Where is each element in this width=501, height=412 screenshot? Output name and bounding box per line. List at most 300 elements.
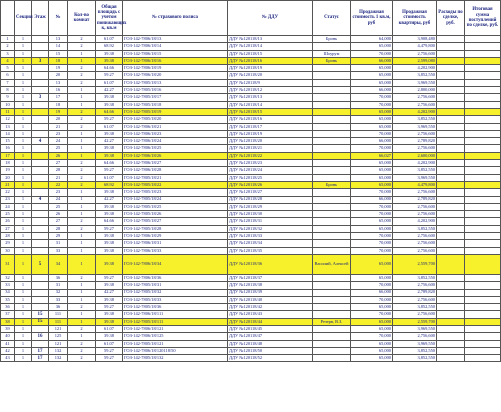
table-row[interactable] <box>1 311 501 318</box>
price-m2-cell[interactable]: 66,000 <box>351 87 393 94</box>
price-m2-cell[interactable]: 70,000 <box>351 130 393 137</box>
ddu-cell[interactable]: ДДУ №120118/28 <box>228 196 313 203</box>
total-cell[interactable] <box>465 189 501 196</box>
costs-cell[interactable] <box>437 79 465 86</box>
rooms-cell[interactable]: 2 <box>68 218 96 225</box>
area-cell[interactable]: 61.07 <box>96 79 123 86</box>
row-number[interactable]: 19 <box>1 167 15 174</box>
floor-cell[interactable] <box>32 50 49 57</box>
price-apt-cell[interactable]: 2,756,600 <box>393 311 437 318</box>
area-cell[interactable]: 42.27 <box>96 87 123 94</box>
section-cell[interactable]: 1 <box>15 225 32 232</box>
ddu-cell[interactable]: ДДУ №120118/19 <box>228 65 313 72</box>
total-cell[interactable] <box>465 296 501 303</box>
price-apt-cell[interactable]: 2,756,600 <box>393 203 437 210</box>
policy-cell[interactable]: ГОЗ-142-7806/18/31 <box>123 240 228 247</box>
price-m2-cell[interactable]: 70,000 <box>351 296 393 303</box>
total-cell[interactable] <box>465 325 501 332</box>
area-cell[interactable]: 39.38 <box>96 145 123 152</box>
policy-cell[interactable]: ГОЗ-142-7806/18/15 <box>123 50 228 57</box>
table-row[interactable] <box>1 145 501 152</box>
area-cell[interactable]: 42.27 <box>96 138 123 145</box>
ddu-cell[interactable]: ДДУ №120118/44 <box>228 318 313 325</box>
row-number[interactable]: 32 <box>1 274 15 281</box>
floor-cell[interactable]: 4 <box>32 196 49 203</box>
policy-cell[interactable]: ГОЗ-142-7806/18/13 <box>123 36 228 43</box>
rooms-cell[interactable]: 2 <box>68 43 96 50</box>
price-m2-cell[interactable]: 70,000 <box>351 333 393 340</box>
area-cell[interactable]: 59.27 <box>96 355 123 362</box>
price-apt-cell[interactable]: 2,756,600 <box>393 282 437 289</box>
costs-cell[interactable] <box>437 311 465 318</box>
table-row[interactable] <box>1 79 501 86</box>
table-row[interactable] <box>1 333 501 340</box>
floor-cell[interactable]: 3 <box>32 94 49 101</box>
section-cell[interactable]: 1 <box>15 101 32 108</box>
table-row[interactable] <box>1 43 501 50</box>
total-cell[interactable] <box>465 304 501 311</box>
rooms-cell[interactable]: 2 <box>68 65 96 72</box>
total-cell[interactable] <box>465 347 501 354</box>
costs-cell[interactable] <box>437 233 465 240</box>
area-cell[interactable]: 68.92 <box>96 181 123 188</box>
total-cell[interactable] <box>465 72 501 79</box>
total-cell[interactable] <box>465 123 501 130</box>
total-cell[interactable] <box>465 289 501 296</box>
table-row[interactable] <box>1 87 501 94</box>
area-cell[interactable]: 39.38 <box>96 254 123 274</box>
row-number[interactable]: 39 <box>1 325 15 332</box>
price-m2-cell[interactable]: 65,000 <box>351 174 393 181</box>
price-m2-cell[interactable]: 70,000 <box>351 211 393 218</box>
policy-cell[interactable]: ГОЗ-142-7806/18/19 <box>123 65 228 72</box>
section-cell[interactable]: 1 <box>15 57 32 64</box>
row-number[interactable]: 14 <box>1 130 15 137</box>
ddu-cell[interactable]: ДДУ №120118/47 <box>228 333 313 340</box>
section-cell[interactable]: 1 <box>15 65 32 72</box>
section-cell[interactable]: 1 <box>15 254 32 274</box>
status-cell[interactable] <box>313 87 351 94</box>
price-m2-cell[interactable]: 65,000 <box>351 181 393 188</box>
ddu-cell[interactable]: ДДУ №120118/12 <box>228 87 313 94</box>
status-cell[interactable] <box>313 167 351 174</box>
ddu-cell[interactable]: ДДУ №120118/33 <box>228 233 313 240</box>
section-cell[interactable]: 1 <box>15 233 32 240</box>
section-cell[interactable]: 1 <box>15 152 32 159</box>
row-number[interactable]: 8 <box>1 87 15 94</box>
apartment-cell[interactable]: 36 <box>49 274 68 281</box>
status-cell[interactable] <box>313 211 351 218</box>
apartment-cell[interactable]: 20 <box>49 72 68 79</box>
policy-cell[interactable]: ГОЗ-142-7805/18/132 <box>123 355 228 362</box>
floor-cell[interactable]: 15 <box>32 318 49 325</box>
ddu-cell[interactable]: ДДУ №120118/43 <box>228 311 313 318</box>
section-cell[interactable]: 1 <box>15 247 32 254</box>
price-apt-cell[interactable]: 2,599,080 <box>393 57 437 64</box>
section-cell[interactable]: 1 <box>15 123 32 130</box>
policy-cell[interactable]: ГОЗ-142-7806/18/111 <box>123 311 228 318</box>
rooms-cell[interactable]: 1 <box>68 50 96 57</box>
price-m2-cell[interactable]: 66,027 <box>351 152 393 159</box>
policy-cell[interactable]: ГОЗ-142-7806/18/25 <box>123 145 228 152</box>
price-m2-cell[interactable]: 66,000 <box>351 196 393 203</box>
apartment-cell[interactable]: 21 <box>49 174 68 181</box>
ddu-cell[interactable]: ДДУ №120118/40 <box>228 296 313 303</box>
price-apt-cell[interactable]: 2,559,700 <box>393 254 437 274</box>
apartment-cell[interactable]: 23 <box>49 189 68 196</box>
section-cell[interactable]: 1 <box>15 289 32 296</box>
floor-cell[interactable] <box>32 247 49 254</box>
status-cell[interactable]: Бронь <box>313 36 351 43</box>
costs-cell[interactable] <box>437 296 465 303</box>
area-cell[interactable]: 39.38 <box>96 94 123 101</box>
apartment-cell[interactable]: 21 <box>49 123 68 130</box>
policy-cell[interactable]: ГОЗ-142-7805/18/31 <box>123 282 228 289</box>
costs-cell[interactable] <box>437 225 465 232</box>
row-number[interactable]: 34 <box>1 289 15 296</box>
rooms-cell[interactable]: 2 <box>68 36 96 43</box>
costs-cell[interactable] <box>437 57 465 64</box>
ddu-cell[interactable]: ДДУ №120118/42 <box>228 304 313 311</box>
area-cell[interactable]: 39.38 <box>96 152 123 159</box>
costs-cell[interactable] <box>437 138 465 145</box>
ddu-cell[interactable]: ДДУ №120118/48 <box>228 340 313 347</box>
price-apt-cell[interactable]: 2,756,600 <box>393 130 437 137</box>
price-apt-cell[interactable]: 4,202,900 <box>393 108 437 115</box>
price-apt-cell[interactable]: 3,852,550 <box>393 167 437 174</box>
rooms-cell[interactable]: 1 <box>68 196 96 203</box>
price-m2-cell[interactable]: 64,000 <box>351 36 393 43</box>
table-row[interactable] <box>1 152 501 159</box>
price-apt-cell[interactable]: 2,789,820 <box>393 289 437 296</box>
row-number[interactable]: 13 <box>1 123 15 130</box>
floor-cell[interactable] <box>32 240 49 247</box>
status-cell[interactable] <box>313 340 351 347</box>
policy-cell[interactable]: ГОЗ-142-7805/18/17 <box>123 94 228 101</box>
area-cell[interactable]: 59.27 <box>96 304 123 311</box>
table-row[interactable] <box>1 130 501 137</box>
floor-cell[interactable] <box>32 282 49 289</box>
apartment-cell[interactable]: 24 <box>49 196 68 203</box>
section-cell[interactable]: 1 <box>15 282 32 289</box>
area-cell[interactable]: 61.07 <box>96 36 123 43</box>
status-cell[interactable]: Бронь <box>313 181 351 188</box>
rooms-cell[interactable]: 1 <box>68 296 96 303</box>
apartment-cell[interactable]: 13 <box>49 79 68 86</box>
row-number[interactable]: 11 <box>1 108 15 115</box>
costs-cell[interactable] <box>437 87 465 94</box>
floor-cell[interactable] <box>32 116 49 123</box>
price-apt-cell[interactable]: 3,852,550 <box>393 355 437 362</box>
price-m2-cell[interactable]: 70,000 <box>351 240 393 247</box>
price-apt-cell[interactable]: 2,756,600 <box>393 94 437 101</box>
area-cell[interactable]: 64.66 <box>96 108 123 115</box>
ddu-cell[interactable]: ДДУ №120118/45 <box>228 325 313 332</box>
rooms-cell[interactable]: 1 <box>68 130 96 137</box>
rooms-cell[interactable]: 1 <box>68 311 96 318</box>
ddu-cell[interactable]: ДДУ №120118/52 <box>228 355 313 362</box>
price-m2-cell[interactable]: 70,000 <box>351 233 393 240</box>
total-cell[interactable] <box>465 43 501 50</box>
section-cell[interactable]: 1 <box>15 181 32 188</box>
total-cell[interactable] <box>465 203 501 210</box>
table-row[interactable] <box>1 296 501 303</box>
status-cell[interactable]: Бронь <box>313 57 351 64</box>
apartment-cell[interactable]: 121 <box>49 340 68 347</box>
section-cell[interactable]: 1 <box>15 304 32 311</box>
area-cell[interactable]: 61.07 <box>96 123 123 130</box>
area-cell[interactable]: 39.38 <box>96 57 123 64</box>
ddu-cell[interactable]: ДДУ №120118/36 <box>228 254 313 274</box>
area-cell[interactable]: 39.38 <box>96 189 123 196</box>
row-number[interactable]: 38 <box>1 318 15 325</box>
policy-cell[interactable]: ГОЗ-142-7806/18/33 <box>123 247 228 254</box>
status-cell[interactable] <box>313 65 351 72</box>
apartment-cell[interactable]: 33 <box>49 296 68 303</box>
row-number[interactable]: 41 <box>1 340 15 347</box>
total-cell[interactable] <box>465 101 501 108</box>
rooms-cell[interactable]: 1 <box>68 94 96 101</box>
costs-cell[interactable] <box>437 333 465 340</box>
table-row[interactable] <box>1 254 501 274</box>
ddu-cell[interactable]: ДДУ №120118/30 <box>228 211 313 218</box>
table-row[interactable] <box>1 340 501 347</box>
status-cell[interactable] <box>313 347 351 354</box>
section-cell[interactable]: 1 <box>15 138 32 145</box>
price-m2-cell[interactable]: 70,000 <box>351 50 393 57</box>
floor-cell[interactable] <box>32 43 49 50</box>
price-m2-cell[interactable]: 70,000 <box>351 247 393 254</box>
total-cell[interactable] <box>465 174 501 181</box>
table-row[interactable] <box>1 233 501 240</box>
policy-cell[interactable]: ГОЗ-142-7806/18/21 <box>123 123 228 130</box>
rooms-cell[interactable]: 1 <box>68 318 96 325</box>
floor-cell[interactable] <box>32 65 49 72</box>
table-row[interactable] <box>1 282 501 289</box>
status-cell[interactable] <box>313 311 351 318</box>
total-cell[interactable] <box>465 247 501 254</box>
costs-cell[interactable] <box>437 247 465 254</box>
total-cell[interactable] <box>465 211 501 218</box>
apartment-cell[interactable]: 27 <box>49 160 68 167</box>
status-cell[interactable] <box>313 325 351 332</box>
costs-cell[interactable] <box>437 211 465 218</box>
apartment-cell[interactable]: 26 <box>49 211 68 218</box>
floor-cell[interactable]: 17 <box>32 347 49 354</box>
floor-cell[interactable]: 5 <box>32 254 49 274</box>
price-m2-cell[interactable]: 65,000 <box>351 325 393 332</box>
policy-cell[interactable]: ГОЗ-142-7806/18/125 <box>123 333 228 340</box>
table-row[interactable] <box>1 304 501 311</box>
section-cell[interactable]: 1 <box>15 79 32 86</box>
section-cell[interactable]: 1 <box>15 94 32 101</box>
price-apt-cell[interactable]: 2,756,600 <box>393 145 437 152</box>
table-row[interactable] <box>1 196 501 203</box>
status-cell[interactable] <box>313 225 351 232</box>
price-apt-cell[interactable]: 2,756,600 <box>393 211 437 218</box>
rooms-cell[interactable]: 1 <box>68 87 96 94</box>
floor-cell[interactable] <box>32 72 49 79</box>
policy-cell[interactable]: ГОЗ-142-7805/18/21 <box>123 174 228 181</box>
status-cell[interactable] <box>313 203 351 210</box>
price-m2-cell[interactable]: 65,000 <box>351 116 393 123</box>
table-row[interactable] <box>1 65 501 72</box>
area-cell[interactable]: 39.38 <box>96 247 123 254</box>
apartment-cell[interactable]: 29 <box>49 233 68 240</box>
row-number[interactable]: 36 <box>1 304 15 311</box>
floor-cell[interactable] <box>32 123 49 130</box>
status-cell[interactable] <box>313 333 351 340</box>
costs-cell[interactable] <box>437 254 465 274</box>
status-cell[interactable] <box>313 196 351 203</box>
costs-cell[interactable] <box>437 340 465 347</box>
status-cell[interactable] <box>313 94 351 101</box>
floor-cell[interactable]: 15 <box>32 311 49 318</box>
policy-cell[interactable]: ГОЗ-142-7805/18/27 <box>123 218 228 225</box>
total-cell[interactable] <box>465 318 501 325</box>
section-cell[interactable]: 1 <box>15 167 32 174</box>
floor-cell[interactable] <box>32 87 49 94</box>
price-apt-cell[interactable]: 3,852,550 <box>393 72 437 79</box>
total-cell[interactable] <box>465 311 501 318</box>
policy-cell[interactable]: ГОЗ-142-7805/18/121 <box>123 340 228 347</box>
status-cell[interactable] <box>313 289 351 296</box>
ddu-cell[interactable]: ДДУ №120118/16 <box>228 57 313 64</box>
total-cell[interactable] <box>465 160 501 167</box>
apartment-cell[interactable]: 34 <box>49 254 68 274</box>
status-cell[interactable]: Василий, Алексей <box>313 254 351 274</box>
row-number[interactable]: 27 <box>1 225 15 232</box>
price-m2-cell[interactable]: 65,000 <box>351 167 393 174</box>
area-cell[interactable]: 39.38 <box>96 318 123 325</box>
floor-cell[interactable] <box>32 174 49 181</box>
ddu-cell[interactable]: ДДУ №120118/16 <box>228 116 313 123</box>
ddu-cell[interactable]: ДДУ №120118/50 <box>228 347 313 354</box>
total-cell[interactable] <box>465 355 501 362</box>
costs-cell[interactable] <box>437 36 465 43</box>
floor-cell[interactable] <box>32 225 49 232</box>
rooms-cell[interactable]: 1 <box>68 282 96 289</box>
area-cell[interactable]: 61.07 <box>96 325 123 332</box>
ddu-cell[interactable]: ДДУ №120118/13 <box>228 36 313 43</box>
table-row[interactable] <box>1 181 501 188</box>
apartment-cell[interactable]: 111 <box>49 318 68 325</box>
rooms-cell[interactable]: 1 <box>68 211 96 218</box>
section-cell[interactable]: 1 <box>15 108 32 115</box>
price-m2-cell[interactable]: 70,000 <box>351 145 393 152</box>
table-row[interactable] <box>1 50 501 57</box>
price-apt-cell[interactable]: 3,852,550 <box>393 274 437 281</box>
status-cell[interactable] <box>313 174 351 181</box>
rooms-cell[interactable]: 2 <box>68 325 96 332</box>
costs-cell[interactable] <box>437 203 465 210</box>
area-cell[interactable]: 59.27 <box>96 167 123 174</box>
price-m2-cell[interactable]: 65,000 <box>351 274 393 281</box>
total-cell[interactable] <box>465 282 501 289</box>
costs-cell[interactable] <box>437 94 465 101</box>
ddu-cell[interactable]: ДДУ №120118/34 <box>228 240 313 247</box>
rooms-cell[interactable]: 2 <box>68 355 96 362</box>
area-cell[interactable]: 39.38 <box>96 296 123 303</box>
price-apt-cell[interactable]: 3,852,550 <box>393 225 437 232</box>
price-apt-cell[interactable]: 4,202,900 <box>393 65 437 72</box>
floor-cell[interactable]: 4 <box>32 138 49 145</box>
price-m2-cell[interactable]: 70,000 <box>351 189 393 196</box>
floor-cell[interactable] <box>32 304 49 311</box>
apartment-cell[interactable]: 32 <box>49 289 68 296</box>
rooms-cell[interactable]: 2 <box>68 181 96 188</box>
price-apt-cell[interactable]: 2,789,820 <box>393 196 437 203</box>
row-number[interactable]: 17 <box>1 152 15 159</box>
price-m2-cell[interactable]: 65,000 <box>351 304 393 311</box>
apartment-cell[interactable]: 24 <box>49 138 68 145</box>
rooms-cell[interactable]: 1 <box>68 240 96 247</box>
status-cell[interactable] <box>313 160 351 167</box>
price-m2-cell[interactable]: 65,000 <box>351 355 393 362</box>
price-apt-cell[interactable]: 3,852,550 <box>393 116 437 123</box>
table-row[interactable] <box>1 274 501 281</box>
section-cell[interactable]: 1 <box>15 347 32 354</box>
table-row[interactable] <box>1 174 501 181</box>
price-apt-cell[interactable]: 3,969,550 <box>393 79 437 86</box>
row-number[interactable]: 21 <box>1 181 15 188</box>
costs-cell[interactable] <box>437 181 465 188</box>
apartment-cell[interactable]: 18 <box>49 57 68 64</box>
floor-cell[interactable] <box>32 36 49 43</box>
section-cell[interactable]: 1 <box>15 189 32 196</box>
rooms-cell[interactable]: 2 <box>68 304 96 311</box>
policy-cell[interactable]: ГОЗ-142-7805/18/13 <box>123 79 228 86</box>
section-cell[interactable]: 1 <box>15 36 32 43</box>
ddu-cell[interactable]: ДДУ №120118/21 <box>228 145 313 152</box>
rooms-cell[interactable]: 2 <box>68 274 96 281</box>
price-m2-cell[interactable]: 65,000 <box>351 318 393 325</box>
rooms-cell[interactable]: 1 <box>68 138 96 145</box>
floor-cell[interactable] <box>32 340 49 347</box>
area-cell[interactable]: 39.38 <box>96 282 123 289</box>
table-row[interactable] <box>1 211 501 218</box>
row-number[interactable]: 28 <box>1 233 15 240</box>
total-cell[interactable] <box>465 138 501 145</box>
total-cell[interactable] <box>465 233 501 240</box>
ddu-cell[interactable]: ДДУ №120118/22 <box>228 152 313 159</box>
apartment-cell[interactable]: 28 <box>49 167 68 174</box>
ddu-cell[interactable]: ДДУ №120118/26 <box>228 181 313 188</box>
status-cell[interactable] <box>313 123 351 130</box>
row-number[interactable]: 12 <box>1 116 15 123</box>
status-cell[interactable] <box>313 355 351 362</box>
policy-cell[interactable]: ГОЗ-142-7806/18/120118/50 <box>123 347 228 354</box>
total-cell[interactable] <box>465 108 501 115</box>
price-m2-cell[interactable]: 65,000 <box>351 225 393 232</box>
price-apt-cell[interactable]: 4,479,800 <box>393 43 437 50</box>
floor-cell[interactable] <box>32 145 49 152</box>
price-m2-cell[interactable]: 65,000 <box>351 218 393 225</box>
floor-cell[interactable] <box>32 211 49 218</box>
table-row[interactable] <box>1 347 501 354</box>
price-m2-cell[interactable]: 65,000 <box>351 123 393 130</box>
price-apt-cell[interactable]: 3,969,550 <box>393 123 437 130</box>
row-number[interactable]: 6 <box>1 72 15 79</box>
price-apt-cell[interactable]: 2,756,600 <box>393 296 437 303</box>
section-cell[interactable]: 1 <box>15 72 32 79</box>
row-number[interactable]: 9 <box>1 94 15 101</box>
row-number[interactable]: 26 <box>1 218 15 225</box>
row-number[interactable]: 3 <box>1 50 15 57</box>
price-apt-cell[interactable]: 2,756,600 <box>393 333 437 340</box>
floor-cell[interactable] <box>32 325 49 332</box>
status-cell[interactable] <box>313 233 351 240</box>
